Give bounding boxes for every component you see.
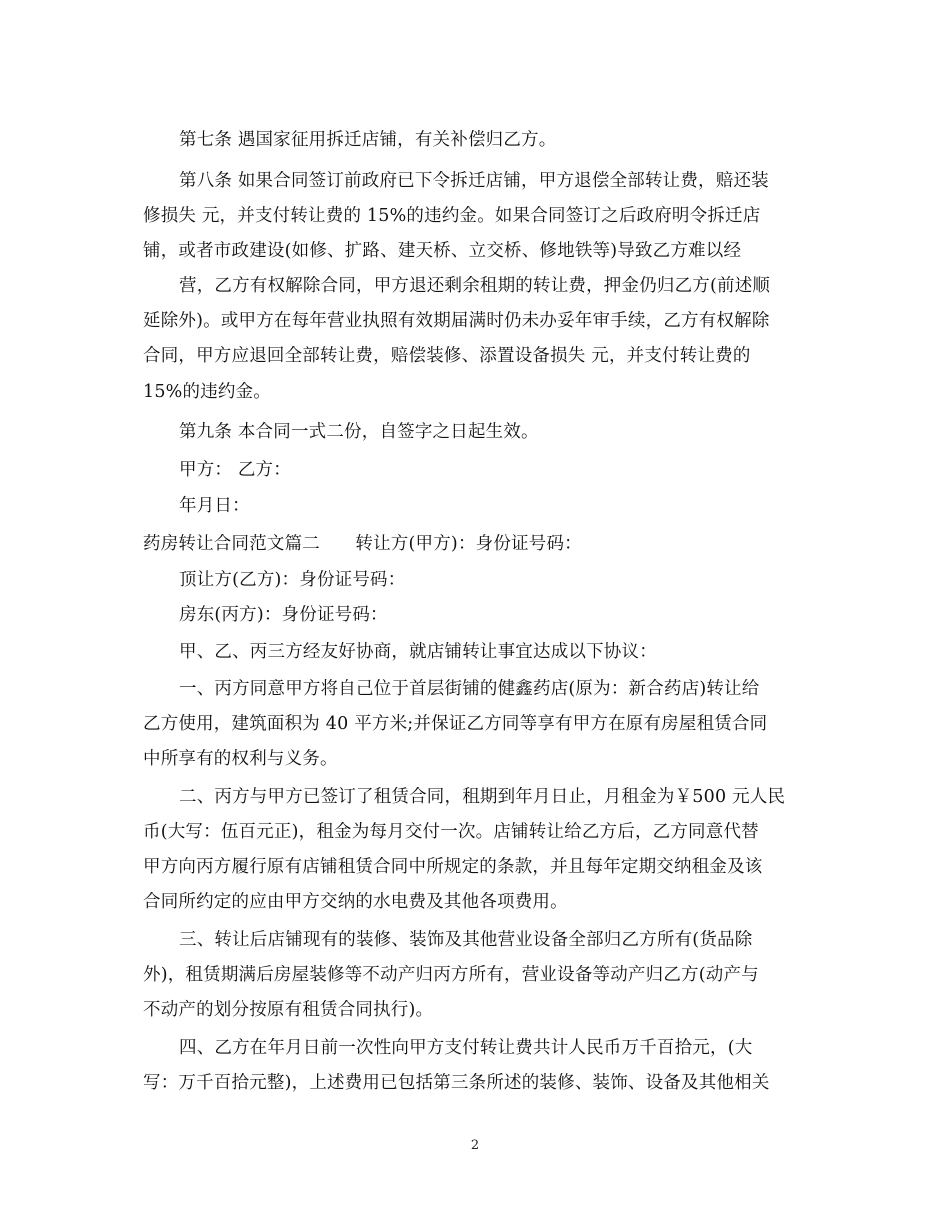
text-line: 甲方向丙方履行原有店铺租赁合同中所规定的条款，并且每年定期交纳租金及该 <box>143 857 763 877</box>
section-heading: 药房转让合同范文篇二 转让方(甲方)：身份证号码： <box>143 534 582 554</box>
text-line: 营，乙方有权解除合同，甲方退还剩余租期的转让费，押金仍归乙方(前述顺 <box>179 276 771 296</box>
text-line: 乙方使用，建筑面积为 40 平方米;并保证乙方同等享有甲方在原有房屋租赁合同 <box>143 714 768 734</box>
text-line: 修损失 元，并支付转让费的 15%的违约金。如果合同签订之后政府明令拆迁店 <box>143 206 761 226</box>
text-line: 中所享有的权利与义务。 <box>143 749 338 769</box>
text-line: 房东(丙方)：身份证号码： <box>179 605 388 625</box>
text-line: 币(大写：伍百元正)，租金为每月交付一次。店铺转让给乙方后，乙方同意代替 <box>143 822 759 842</box>
text-line: 顶让方(乙方)：身份证号码： <box>179 570 406 590</box>
text-line: 一、丙方同意甲方将自己位于首层街铺的健鑫药店(原为：新合药店)转让给 <box>179 679 760 699</box>
text-line: 第八条 如果合同签订前政府已下令拆迁店铺，甲方退偿全部转让费，赔还装 <box>179 171 769 191</box>
text-line: 铺，或者市政建设(如修、扩路、建天桥、立交桥、修地铁等)导致乙方难以经 <box>143 241 742 261</box>
text-line: 年月日： <box>179 496 250 516</box>
page-number: 2 <box>470 1138 480 1153</box>
text-line: 甲、乙、丙三方经友好协商，就店铺转让事宜达成以下协议： <box>179 642 657 662</box>
text-line: 第七条 遇国家征用拆迁店铺，有关补偿归乙方。 <box>179 130 557 150</box>
text-line: 四、乙方在年月日前一次性向甲方支付转让费共计人民币万千百拾元，(大 <box>179 1038 753 1058</box>
text-line: 延除外)。或甲方在每年营业执照有效期届满时仍未办妥年审手续，乙方有权解除 <box>143 311 770 331</box>
text-line: 二、丙方与甲方已签订了租赁合同，租期到年月日止，月租金为￥500 元人民 <box>179 787 786 807</box>
text-line: 不动产的划分按原有租赁合同执行)。 <box>143 1000 434 1020</box>
text-line: 合同所约定的应由甲方交纳的水电费及其他各项费用。 <box>143 892 568 912</box>
text-line: 写：万千百拾元整)，上述费用已包括第三条所述的装修、装饰、设备及其他相关 <box>143 1073 770 1093</box>
text-line: 15%的违约金。 <box>143 382 271 402</box>
text-line: 第九条 本合同一式二份，自签字之日起生效。 <box>179 422 539 442</box>
text-line: 合同，甲方应退回全部转让费，赔偿装修、添置设备损失 元，并支付转让费的 <box>143 346 751 366</box>
text-line: 甲方： 乙方： <box>179 460 291 480</box>
text-line: 外)，租赁期满后房屋装修等不动产归丙方所有，营业设备等动产归乙方(动产与 <box>143 965 759 985</box>
text-line: 三、转让后店铺现有的装修、装饰及其他营业设备全部归乙方所有(货品除 <box>179 930 753 950</box>
